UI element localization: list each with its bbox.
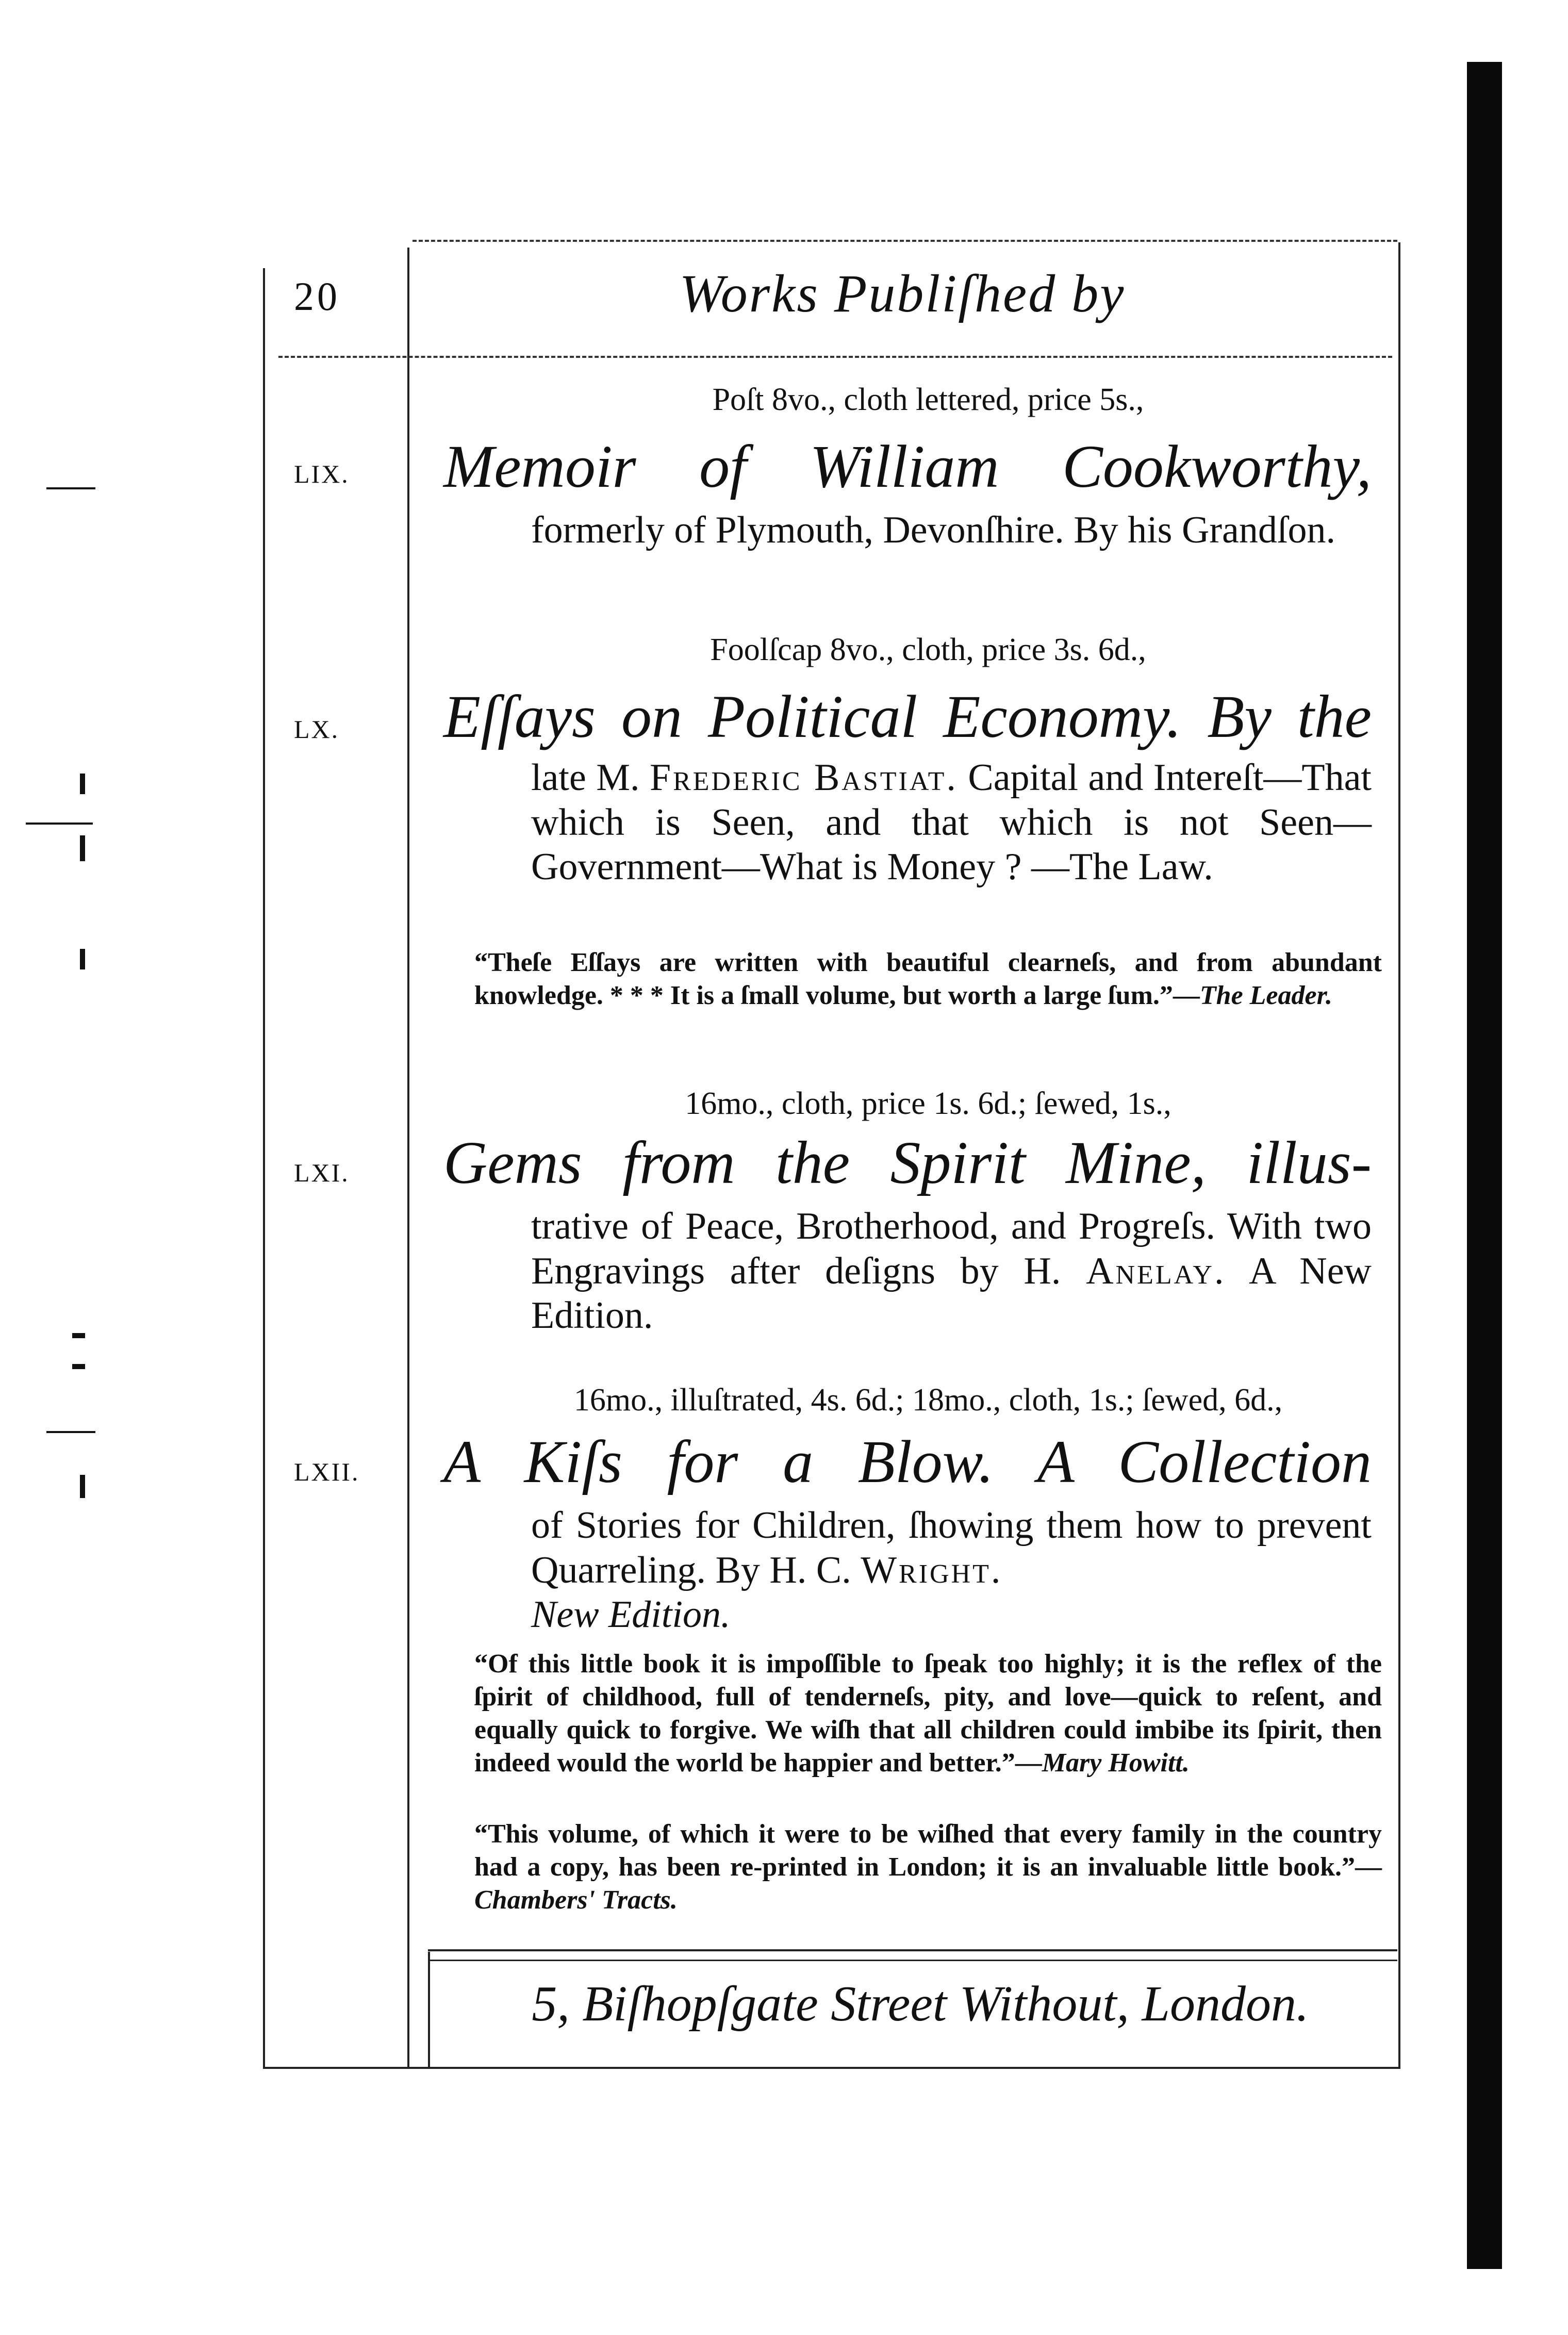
top-dashed-rule: [412, 240, 1397, 242]
publisher-address: 5, Biſhopſgate Street Without, London.: [532, 1976, 1309, 2032]
right-rule: [1398, 242, 1400, 2068]
review-quote: [474, 946, 1382, 1012]
inner-left-rule: [407, 248, 409, 2068]
scan-mark: [80, 774, 85, 794]
entry-number: LX.: [294, 715, 340, 744]
footer-second-rule: [428, 1960, 1397, 1961]
review-quote: [474, 1648, 1382, 1780]
quote-source: The Leader.: [1199, 980, 1332, 1010]
scan-mark: [72, 1333, 85, 1338]
entry-description-text: late M.: [531, 757, 650, 799]
entry-number: LXII.: [294, 1457, 360, 1486]
left-margin-rule: [263, 268, 265, 2068]
scan-mark: [46, 1431, 95, 1433]
review-quote: [474, 1818, 1382, 1917]
footer-top-rule: [428, 1949, 1397, 1951]
header-dashed-rule: [278, 356, 1392, 358]
entry-description: formerly of Plymouth, Devonſhire. By his Grandſon.: [531, 509, 1335, 551]
entry-number: LIX.: [294, 459, 350, 488]
quote-text: “Of this little book it is impoſſible to ſpeak too highly; it is the reflex of the ſpirit of childhood, full of tenderneſs, pity, and love—quick to reſent, and equally quick to forgive. We wiſh that all children could imbibe its ſpirit, then indeed would the world be happier and better.”—: [474, 1649, 1382, 1778]
entry-description-text: A New Edition.: [531, 1249, 1372, 1337]
binding-shadow: [1467, 62, 1502, 2269]
entry-title: Eſſays on Political Economy. By the: [443, 683, 1372, 750]
quote-source: Mary Howitt.: [1042, 1748, 1190, 1778]
quote-text: “Theſe Eſſays are written with beautiful clearneſs, and from abundant knowledge. * * * It is a ſmall volume, but worth a large ſum.”—: [474, 948, 1382, 1010]
entry-description: [531, 1204, 1372, 1338]
scan-mark: [26, 823, 93, 825]
author-name: Wright.: [861, 1549, 1003, 1591]
author-name: Frederic Bastiat.: [649, 757, 958, 799]
author-name: Anelay.: [1086, 1249, 1226, 1292]
entry-description: [531, 1503, 1372, 1637]
scan-mark: [80, 835, 85, 861]
entry-title: Memoir of William Cookworthy,: [443, 433, 1372, 500]
scan-mark: [72, 1364, 85, 1369]
page-number: 20: [294, 274, 340, 319]
bottom-rule: [263, 2067, 1400, 2069]
scan-mark: [46, 487, 95, 489]
entry-price: Foolſcap 8vo., cloth, price 3s. 6d.,: [710, 632, 1146, 667]
scan-mark: [80, 949, 85, 969]
entry-title: A Kiſs for a Blow. A Collection: [443, 1428, 1372, 1495]
quote-source: Chambers' Tracts.: [474, 1885, 678, 1915]
entry-price: 16mo., illuſtrated, 4s. 6d.; 18mo., cloth, 1s.; ſewed, 6d.,: [573, 1383, 1283, 1418]
entry-title: Gems from the Spirit Mine, illus-: [443, 1129, 1372, 1196]
entry-price: 16mo., cloth, price 1s. 6d.; ſewed, 1s.,: [685, 1086, 1171, 1121]
entry-price: Poſt 8vo., cloth lettered, price 5s.,: [712, 382, 1144, 417]
scan-mark: [80, 1475, 85, 1498]
entry-description-text: of Stories for Children, ſhowing them how to prevent Quarreling. By H. C.: [531, 1504, 1372, 1591]
entry-number: LXI.: [294, 1158, 350, 1187]
running-header: Works Publiſhed by: [679, 264, 1126, 323]
quote-text: “This volume, of which it were to be wiſhed that every family in the country had a copy, has been re-printed in London; it is an invaluable little book.”—: [474, 1819, 1382, 1882]
entry-description-text: trative of Peace, Brotherhood, and Progreſs. With two Engravings after deſigns by H.: [531, 1205, 1372, 1292]
edition-note: New Edition.: [531, 1593, 731, 1636]
entry-description: [531, 755, 1372, 890]
entry-description-text: Capital and Intereſt—That which is Seen, and that which is not Seen—Government—What is Money ? —The Law.: [531, 757, 1372, 889]
